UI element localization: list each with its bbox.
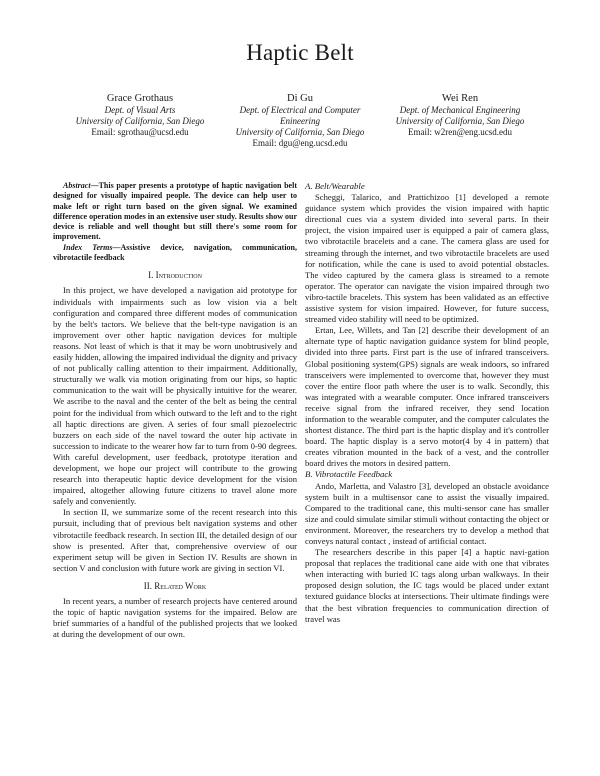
index-terms — [53, 243, 297, 264]
subsection-heading-belt-wearable: A. Belt/Wearable — [305, 181, 365, 191]
author-name: Grace Grothaus — [106, 93, 174, 104]
paragraph: In this project, we have developed a navigation aid prototype for individuals with impairments such as low vision via a belt configuration and compared three different modes of communication by the belt's tactors. We believe that the belt-type navigation is an improvement over other haptic navigation devices for multiple reasons. Not least of which is that it may be worn unobtrusively and easily hidden, allowing the impaired individual the dignity and privacy of not publically calling attention to their impairment. Additionally, structurally we walk via motion originating from our hips, so haptic communication to the wait will be physically intuitive for the wearer. We ascribe to the naval and the center of the belt as being the central point for the individual from which outward to the left and to the right all haptic directions are given. A series of four small piezoelectric buzzers on each side of the navel toward the outer hip activate in succession to indicate to the wearer how far to turn from 0-90 degrees. With careful development, user feedback, prototype iteration and development, we hope our project will contribute to the growing research into therapeutic haptic device development for the vision impaired, altogether allowing future citizens to travel alone more safely and conveniently. — [53, 285, 297, 507]
left-column — [53, 181, 297, 640]
author-univ: University of California, San Diego — [75, 116, 205, 126]
index-terms-text: —Assistive device, navigation, communication, vibrotactile feedback — [53, 242, 297, 263]
author-dept: Dept. of Mechanical Engineering — [399, 105, 521, 115]
paragraph: The researchers describe in this paper [4] a haptic navi-gation proposal that replaces the traditional cane aide with one that vibrates when interacting with buried IC tags along urban walkways. In their proposed design solution, the IC tags would be placed under extant textured guidance blocks at intersections. Their ultimate findings were that the best vibration frequencies to communication direction of travel was — [305, 547, 549, 624]
author-univ: University of California, San Diego — [395, 116, 525, 126]
author-1 — [60, 92, 220, 149]
section-heading-related-work: II. Related Work — [143, 580, 207, 591]
abstract-label: Abstract — [63, 181, 91, 190]
paragraph: In recent years, a number of research projects have centered around the topic of haptic navigation systems for the impaired. Below are brief summaries of a handful of the published projects that we looked at during the development of our own. — [53, 596, 297, 640]
paragraph: Scheggi, Talarico, and Prattichizoo [1] developed a remote guidance system which provides the vision impaired with haptic directional cues via a system divided into several parts. In their project, the vision impaired user is equipped a pair of camera glass, two vibrotactile bracelets and a cane. The camera glass are used for streaming through the internet, and two vibrotactile bracelets are used for notification, while the cane is used to avoid potential obstacles. The video captured by the camera glass is streamed to a remote operator. The operator can navigate the vision impaired through two vibro-tactile bracelets. This system has been validated as an effective assistive system for vision impaired. However, for future success, streamed video stability will need to be optimized. — [305, 192, 549, 325]
paragraph: In section II, we summarize some of the recent research into this pursuit, including that of previous belt navigation systems and other vibrotactile feedback research. In section III, the detailed design of our show is presented. After that, comprehensive overview of our experiment setup will be given in Section IV. Results are shown in section V and conclusion with future work are giving in section VI. — [53, 507, 297, 573]
paragraph: Ando, Marletta, and Valastro [3], developed an obstacle avoidance system built in a multisensor cane to assist the visually impaired. Compared to the traditional cane, this multi-sensor cane has smaller size and could simulate similar stimuli without contacting the object or environment. Moreover, the researchers try to develop a method that conveys natural contact , instead of artificial contact. — [305, 480, 549, 546]
section-heading-introduction: I. Introduction — [148, 270, 202, 281]
paper-title: Haptic Belt — [246, 40, 354, 65]
author-2 — [220, 92, 380, 149]
abstract — [53, 181, 297, 243]
author-email: Email: w2ren@eng.ucsd.edu — [407, 127, 512, 137]
author-dept: Dept. of Electrical and Computer Enineering — [239, 105, 361, 126]
author-block — [60, 92, 540, 149]
author-email: Email: dgu@eng.ucsd.edu — [252, 138, 348, 148]
paragraph: Ertan, Lee, Willets, and Tan [2] describe their development of an alternate type of haptic navigation guidance system for blind people, divided into three parts. First part is the use of infrared transceivers. Global positioning system(GPS) signals are weak indoors, so infrared transceivers were implemented to overcome that, however they must cover the entire floor path where the user is to walk. Secondly, this was integrated with a wearable computer. Once infrared transceivers receive signal from the infrared receiver, they send location information to the wearable computer, and the computer calculates the shortest distance. The third part is the haptic display and it's controller board. The haptic display is a servo motor(4 by 4 in pattern) that creates vibration mounted in the back of a vest, and the controller board drives the motors in desired pattern. — [305, 325, 549, 469]
subsection-heading-vibrotactile: B. Vibrotactile Feedback — [305, 469, 393, 480]
author-email: Email: sgrothau@ucsd.edu — [91, 127, 189, 137]
abstract-text: —This paper presents a prototype of haptic navigation belt designed for visually impaired people. The device can help user to make left or right turn based on the given signal. We examined difference operation modes in an extensive user study. Results show our device is reliable and well thought but still there's some room for improvement. — [53, 181, 297, 242]
author-name: Di Gu — [287, 93, 313, 104]
author-3 — [380, 92, 540, 149]
author-dept: Dept. of Visual Arts — [104, 105, 176, 115]
author-univ: University of California, San Diego — [235, 127, 365, 137]
index-terms-label: Index Terms — [63, 242, 113, 252]
right-column — [305, 181, 549, 625]
author-name: Wei Ren — [441, 93, 479, 104]
